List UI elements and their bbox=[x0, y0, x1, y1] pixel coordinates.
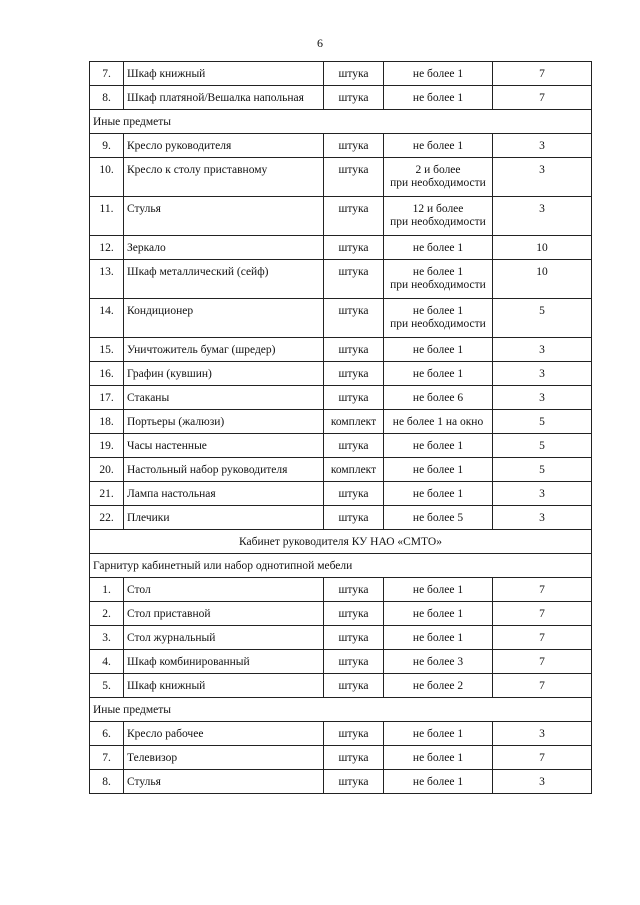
item-quantity-line: не более 1 bbox=[412, 440, 464, 452]
item-quantity-cell bbox=[384, 236, 493, 260]
furniture-norms-table bbox=[89, 61, 592, 794]
item-quantity-cell bbox=[384, 362, 493, 386]
item-quantity-line: при необходимости bbox=[390, 216, 486, 228]
item-quantity-line: не более 1 bbox=[412, 728, 464, 740]
table-row bbox=[90, 158, 592, 197]
item-quantity-cell bbox=[384, 299, 493, 338]
item-quantity-line: при необходимости bbox=[390, 177, 486, 189]
item-unit-cell: штука bbox=[324, 86, 384, 110]
table-row bbox=[90, 602, 592, 626]
item-number-cell: 6. bbox=[90, 722, 124, 746]
item-quantity-cell bbox=[384, 386, 493, 410]
item-term-cell: 5 bbox=[493, 434, 592, 458]
table-row bbox=[90, 578, 592, 602]
item-unit-cell: штука bbox=[324, 650, 384, 674]
table-row bbox=[90, 299, 592, 338]
item-term-cell: 5 bbox=[493, 410, 592, 434]
item-unit-cell: штука bbox=[324, 626, 384, 650]
item-name-cell: Стулья bbox=[124, 197, 324, 236]
item-term-cell: 7 bbox=[493, 746, 592, 770]
item-name-cell: Плечики bbox=[124, 506, 324, 530]
item-quantity-cell bbox=[384, 602, 493, 626]
item-number-cell: 8. bbox=[90, 770, 124, 794]
item-number-cell: 7. bbox=[90, 62, 124, 86]
item-name-cell: Зеркало bbox=[124, 236, 324, 260]
item-term-cell: 5 bbox=[493, 299, 592, 338]
item-quantity-line: не более 1 bbox=[412, 776, 464, 788]
item-number-cell: 9. bbox=[90, 134, 124, 158]
item-name-cell: Кондиционер bbox=[124, 299, 324, 338]
item-name-cell: Шкаф металлический (сейф) bbox=[124, 260, 324, 299]
item-quantity-cell bbox=[384, 650, 493, 674]
table-row bbox=[90, 362, 592, 386]
table-row bbox=[90, 458, 592, 482]
item-unit-cell: штука bbox=[324, 236, 384, 260]
item-quantity-line: при необходимости bbox=[390, 279, 486, 291]
item-quantity-cell bbox=[384, 434, 493, 458]
item-quantity-line: не более 1 bbox=[412, 464, 464, 476]
item-quantity-line: не более 1 bbox=[412, 92, 464, 104]
table-row bbox=[90, 410, 592, 434]
table-row bbox=[90, 770, 592, 794]
item-number-cell: 12. bbox=[90, 236, 124, 260]
table-row bbox=[90, 197, 592, 236]
item-term-cell: 7 bbox=[493, 674, 592, 698]
item-quantity-line: не более 1 bbox=[412, 488, 464, 500]
item-name-cell: Телевизор bbox=[124, 746, 324, 770]
item-name-cell: Шкаф платяной/Вешалка напольная bbox=[124, 86, 324, 110]
item-name-cell: Стол журнальный bbox=[124, 626, 324, 650]
section-row bbox=[90, 554, 592, 578]
item-number-cell: 8. bbox=[90, 86, 124, 110]
table-row bbox=[90, 746, 592, 770]
item-number-cell: 11. bbox=[90, 197, 124, 236]
item-term-cell: 10 bbox=[493, 260, 592, 299]
item-term-cell: 3 bbox=[493, 158, 592, 197]
section-title: Гарнитур кабинетный или набор однотипной мебели bbox=[90, 554, 592, 578]
item-quantity-cell bbox=[384, 338, 493, 362]
item-term-cell: 7 bbox=[493, 62, 592, 86]
table-row bbox=[90, 434, 592, 458]
item-term-cell: 3 bbox=[493, 482, 592, 506]
item-quantity-cell bbox=[384, 86, 493, 110]
item-number-cell: 14. bbox=[90, 299, 124, 338]
table-row bbox=[90, 482, 592, 506]
item-number-cell: 5. bbox=[90, 674, 124, 698]
item-quantity-line: не более 1 bbox=[412, 305, 464, 317]
item-unit-cell: штука bbox=[324, 434, 384, 458]
item-quantity-line: 12 и более bbox=[412, 203, 464, 215]
item-name-cell: Стулья bbox=[124, 770, 324, 794]
item-quantity-cell bbox=[384, 722, 493, 746]
item-number-cell: 3. bbox=[90, 626, 124, 650]
item-number-cell: 17. bbox=[90, 386, 124, 410]
item-unit-cell: штука bbox=[324, 62, 384, 86]
item-quantity-cell bbox=[384, 458, 493, 482]
item-number-cell: 20. bbox=[90, 458, 124, 482]
table-row bbox=[90, 86, 592, 110]
item-name-cell: Графин (кувшин) bbox=[124, 362, 324, 386]
item-name-cell: Кресло руководителя bbox=[124, 134, 324, 158]
item-unit-cell: штука bbox=[324, 386, 384, 410]
item-term-cell: 3 bbox=[493, 197, 592, 236]
cabinet-heading: Кабинет руководителя КУ НАО «СМТО» bbox=[90, 530, 592, 554]
item-term-cell: 3 bbox=[493, 338, 592, 362]
item-unit-cell: штука bbox=[324, 338, 384, 362]
item-number-cell: 18. bbox=[90, 410, 124, 434]
item-quantity-line: не более 1 bbox=[412, 68, 464, 80]
item-quantity-cell bbox=[384, 674, 493, 698]
item-unit-cell: штука bbox=[324, 602, 384, 626]
page-number: 6 bbox=[317, 36, 323, 50]
item-name-cell: Кресло рабочее bbox=[124, 722, 324, 746]
item-quantity-line: не более 1 bbox=[412, 344, 464, 356]
item-number-cell: 16. bbox=[90, 362, 124, 386]
item-quantity-cell bbox=[384, 410, 493, 434]
item-term-cell: 7 bbox=[493, 602, 592, 626]
table-row bbox=[90, 62, 592, 86]
item-unit-cell: комплект bbox=[324, 458, 384, 482]
item-term-cell: 3 bbox=[493, 362, 592, 386]
item-quantity-line: при необходимости bbox=[390, 318, 486, 330]
item-unit-cell: штука bbox=[324, 770, 384, 794]
table-row bbox=[90, 722, 592, 746]
item-term-cell: 3 bbox=[493, 770, 592, 794]
table-row bbox=[90, 626, 592, 650]
item-number-cell: 21. bbox=[90, 482, 124, 506]
item-unit-cell: штука bbox=[324, 746, 384, 770]
item-quantity-cell bbox=[384, 482, 493, 506]
item-unit-cell: штука bbox=[324, 260, 384, 299]
item-quantity-line: не более 1 bbox=[412, 368, 464, 380]
item-quantity-line: 2 и более bbox=[415, 164, 461, 176]
item-quantity-cell bbox=[384, 578, 493, 602]
item-unit-cell: штука bbox=[324, 482, 384, 506]
item-name-cell: Шкаф книжный bbox=[124, 62, 324, 86]
item-name-cell: Настольный набор руководителя bbox=[124, 458, 324, 482]
item-name-cell: Часы настенные bbox=[124, 434, 324, 458]
item-number-cell: 22. bbox=[90, 506, 124, 530]
item-unit-cell: штука bbox=[324, 674, 384, 698]
item-unit-cell: штука bbox=[324, 299, 384, 338]
item-quantity-cell bbox=[384, 770, 493, 794]
item-unit-cell: штука bbox=[324, 506, 384, 530]
item-term-cell: 3 bbox=[493, 386, 592, 410]
table-row bbox=[90, 236, 592, 260]
item-number-cell: 1. bbox=[90, 578, 124, 602]
item-quantity-line: не более 2 bbox=[412, 680, 464, 692]
item-term-cell: 7 bbox=[493, 626, 592, 650]
table-row bbox=[90, 506, 592, 530]
item-number-cell: 13. bbox=[90, 260, 124, 299]
item-quantity-cell bbox=[384, 260, 493, 299]
item-quantity-line: не более 6 bbox=[412, 392, 464, 404]
item-term-cell: 3 bbox=[493, 506, 592, 530]
item-quantity-cell bbox=[384, 134, 493, 158]
item-name-cell: Лампа настольная bbox=[124, 482, 324, 506]
item-name-cell: Стол приставной bbox=[124, 602, 324, 626]
section-row bbox=[90, 110, 592, 134]
item-quantity-line: не более 3 bbox=[412, 656, 464, 668]
item-number-cell: 10. bbox=[90, 158, 124, 197]
item-name-cell: Кресло к столу приставному bbox=[124, 158, 324, 197]
item-name-cell: Уничтожитель бумаг (шредер) bbox=[124, 338, 324, 362]
item-unit-cell: штука bbox=[324, 578, 384, 602]
table-row bbox=[90, 134, 592, 158]
item-quantity-line: не более 1 bbox=[412, 140, 464, 152]
item-term-cell: 7 bbox=[493, 86, 592, 110]
item-number-cell: 2. bbox=[90, 602, 124, 626]
item-quantity-cell bbox=[384, 197, 493, 236]
item-quantity-cell bbox=[384, 506, 493, 530]
table-row bbox=[90, 650, 592, 674]
item-term-cell: 7 bbox=[493, 578, 592, 602]
item-unit-cell: штука bbox=[324, 197, 384, 236]
table-row bbox=[90, 338, 592, 362]
item-name-cell: Портьеры (жалюзи) bbox=[124, 410, 324, 434]
item-number-cell: 7. bbox=[90, 746, 124, 770]
item-unit-cell: штука bbox=[324, 362, 384, 386]
item-name-cell: Шкаф книжный bbox=[124, 674, 324, 698]
item-term-cell: 3 bbox=[493, 722, 592, 746]
item-name-cell: Шкаф комбинированный bbox=[124, 650, 324, 674]
item-unit-cell: штука bbox=[324, 722, 384, 746]
section-title: Иные предметы bbox=[90, 110, 592, 134]
item-quantity-line: не более 1 bbox=[412, 752, 464, 764]
item-number-cell: 15. bbox=[90, 338, 124, 362]
item-unit-cell: комплект bbox=[324, 410, 384, 434]
item-quantity-line: не более 1 на окно bbox=[392, 416, 484, 428]
item-quantity-line: не более 1 bbox=[412, 584, 464, 596]
item-quantity-cell bbox=[384, 746, 493, 770]
item-term-cell: 10 bbox=[493, 236, 592, 260]
item-quantity-line: не более 1 bbox=[412, 266, 464, 278]
item-quantity-line: не более 5 bbox=[412, 512, 464, 524]
item-unit-cell: штука bbox=[324, 158, 384, 197]
item-quantity-line: не более 1 bbox=[412, 608, 464, 620]
item-unit-cell: штука bbox=[324, 134, 384, 158]
item-term-cell: 5 bbox=[493, 458, 592, 482]
item-number-cell: 19. bbox=[90, 434, 124, 458]
table-row bbox=[90, 674, 592, 698]
item-quantity-cell bbox=[384, 158, 493, 197]
table-row bbox=[90, 260, 592, 299]
item-number-cell: 4. bbox=[90, 650, 124, 674]
item-quantity-line: не более 1 bbox=[412, 242, 464, 254]
item-name-cell: Стаканы bbox=[124, 386, 324, 410]
item-quantity-line: не более 1 bbox=[412, 632, 464, 644]
item-quantity-cell bbox=[384, 62, 493, 86]
table-row bbox=[90, 386, 592, 410]
item-quantity-cell bbox=[384, 626, 493, 650]
item-term-cell: 7 bbox=[493, 650, 592, 674]
cabinet-heading-row bbox=[90, 530, 592, 554]
item-name-cell: Стол bbox=[124, 578, 324, 602]
section-title: Иные предметы bbox=[90, 698, 592, 722]
section-row bbox=[90, 698, 592, 722]
item-term-cell: 3 bbox=[493, 134, 592, 158]
